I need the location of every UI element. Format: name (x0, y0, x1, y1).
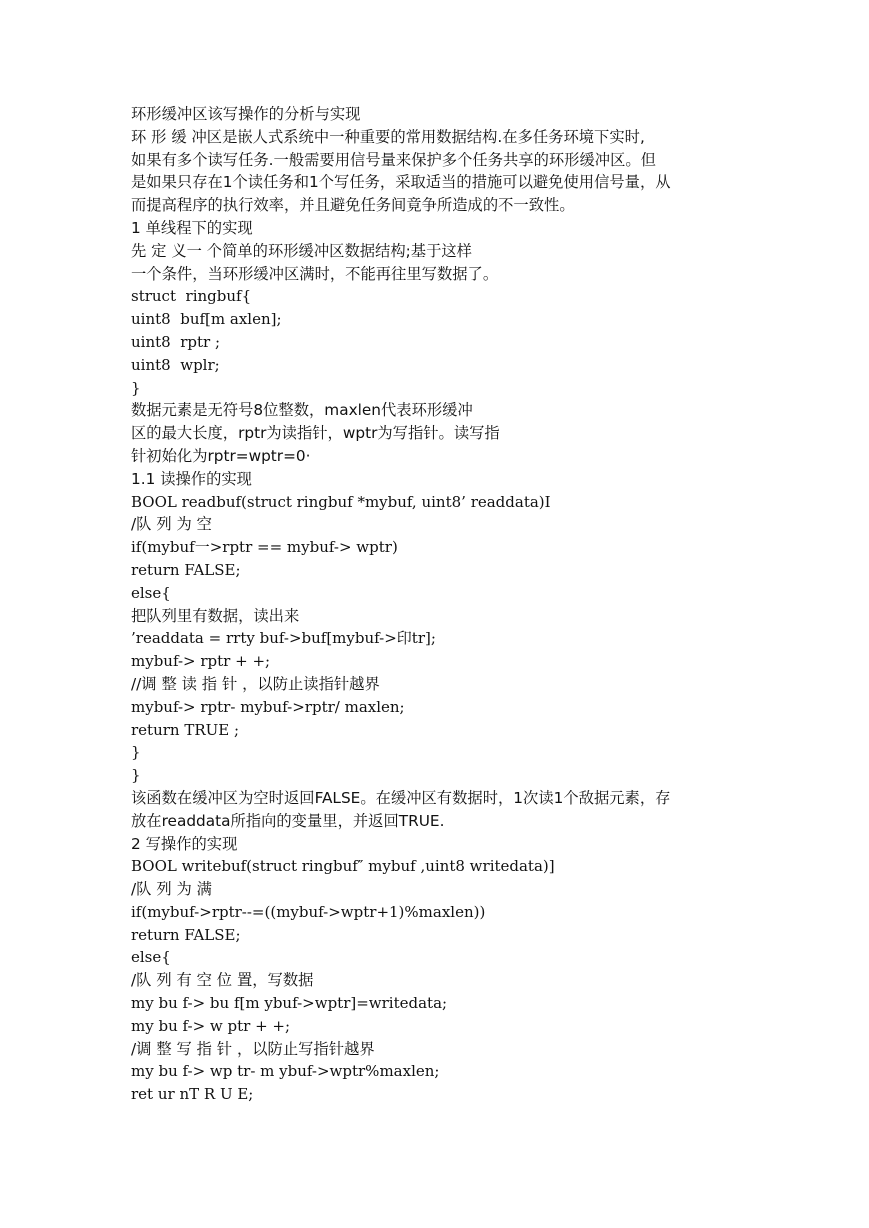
code-line: struct ringbuf{ (131, 287, 252, 306)
code-line: } (131, 766, 141, 785)
code-line: uint8 wplr; (131, 355, 220, 374)
code-line: if(mybuf->rptr--=((mybuf->wptr+1)%maxlen)) (131, 902, 486, 921)
code-line: else{ (131, 948, 171, 967)
code-comment-line: /队 列 为 满 (131, 880, 212, 899)
text-line: 环 形 缓 冲区是嵌人式系统中一种重要的常用数据结构.在多任务环境下实时, (131, 127, 645, 146)
text-line: 一个条件，当环形缓冲区满时，不能再往里写数据了。 (131, 264, 499, 283)
code-line: ’readdata = rrty buf->buf[mybuf->印tr]; (131, 629, 436, 648)
section-heading: 1 单线程下的实现 (131, 218, 253, 237)
code-comment-line: /队 列 有 空 位 置，写数据 (131, 971, 314, 990)
code-comment-line: //调 整 读 指 针 ，以防止读指针越界 (131, 674, 380, 693)
text-line: 如果有多个读写任务.一般需要用信号量来保护多个任务共享的环形缓冲区。但 (131, 150, 656, 169)
code-line: return TRUE ; (131, 720, 240, 739)
text-line: 该函数在缓冲区为空时返回FALSE。在缓冲区有数据时，1次读1个敌据元素，存 (131, 788, 671, 807)
code-line: BOOL readbuf(struct ringbuf *mybuf, uint8’ readdata)I (131, 492, 551, 511)
code-line: return FALSE; (131, 925, 241, 944)
code-line: return FALSE; (131, 560, 241, 579)
code-line: else{ (131, 583, 171, 602)
text-line: 放在readdata所指向的变量里，并返回TRUE. (131, 811, 445, 830)
text-line: 是如果只存在1个读任务和1个写任务，采取适当的措施可以避免使用信号量，从 (131, 173, 671, 192)
code-line: my bu f-> w ptr + +; (131, 1016, 291, 1035)
code-line: ret ur nT R U E; (131, 1085, 254, 1104)
code-line: my bu f-> bu f[m ybuf->wptr]=writedata; (131, 994, 448, 1013)
code-line: } (131, 743, 141, 762)
code-line: mybuf-> rptr- mybuf->rptr/ maxlen; (131, 697, 405, 716)
document-title: 环形缓冲区该写操作的分析与实现 (131, 105, 361, 123)
code-line: uint8 buf[m axlen]; (131, 310, 282, 329)
code-comment-line: /队 列 为 空 (131, 515, 212, 534)
code-comment-line: /调 整 写 指 针 ，以防止写指针越界 (131, 1039, 375, 1058)
text-line: 针初始化为rptr=wptr=0· (131, 446, 311, 465)
code-line: if(mybuf一>rptr == mybuf-> wptr) (131, 538, 398, 557)
code-comment-line: 把队列里有数据，读出来 (131, 606, 300, 625)
text-line: 区的最大长度，rptr为读指针，wptr为写指针。读写指 (131, 424, 500, 443)
code-line: my bu f-> wp tr- m ybuf->wptr%maxlen; (131, 1062, 440, 1081)
code-line: BOOL writebuf(struct ringbuf″ mybuf ,uint8 writedata)] (131, 857, 555, 876)
text-line: 数据元素是无符号8位整数，maxlen代表环形缓冲 (131, 401, 473, 420)
section-heading: 1.1 读操作的实现 (131, 469, 252, 488)
code-line: } (131, 378, 141, 397)
code-line: uint8 rptr ; (131, 332, 221, 351)
document-body (131, 103, 751, 1106)
section-heading: 2 写操作的实现 (131, 834, 238, 853)
text-line: 先 定 义一 个简单的环形缓冲区数据结构;基于这样 (131, 241, 472, 260)
code-line: mybuf-> rptr + +; (131, 652, 271, 671)
text-line: 而提高程序的执行效率，并且避免任务间竟争所造成的不一致性。 (131, 196, 575, 215)
